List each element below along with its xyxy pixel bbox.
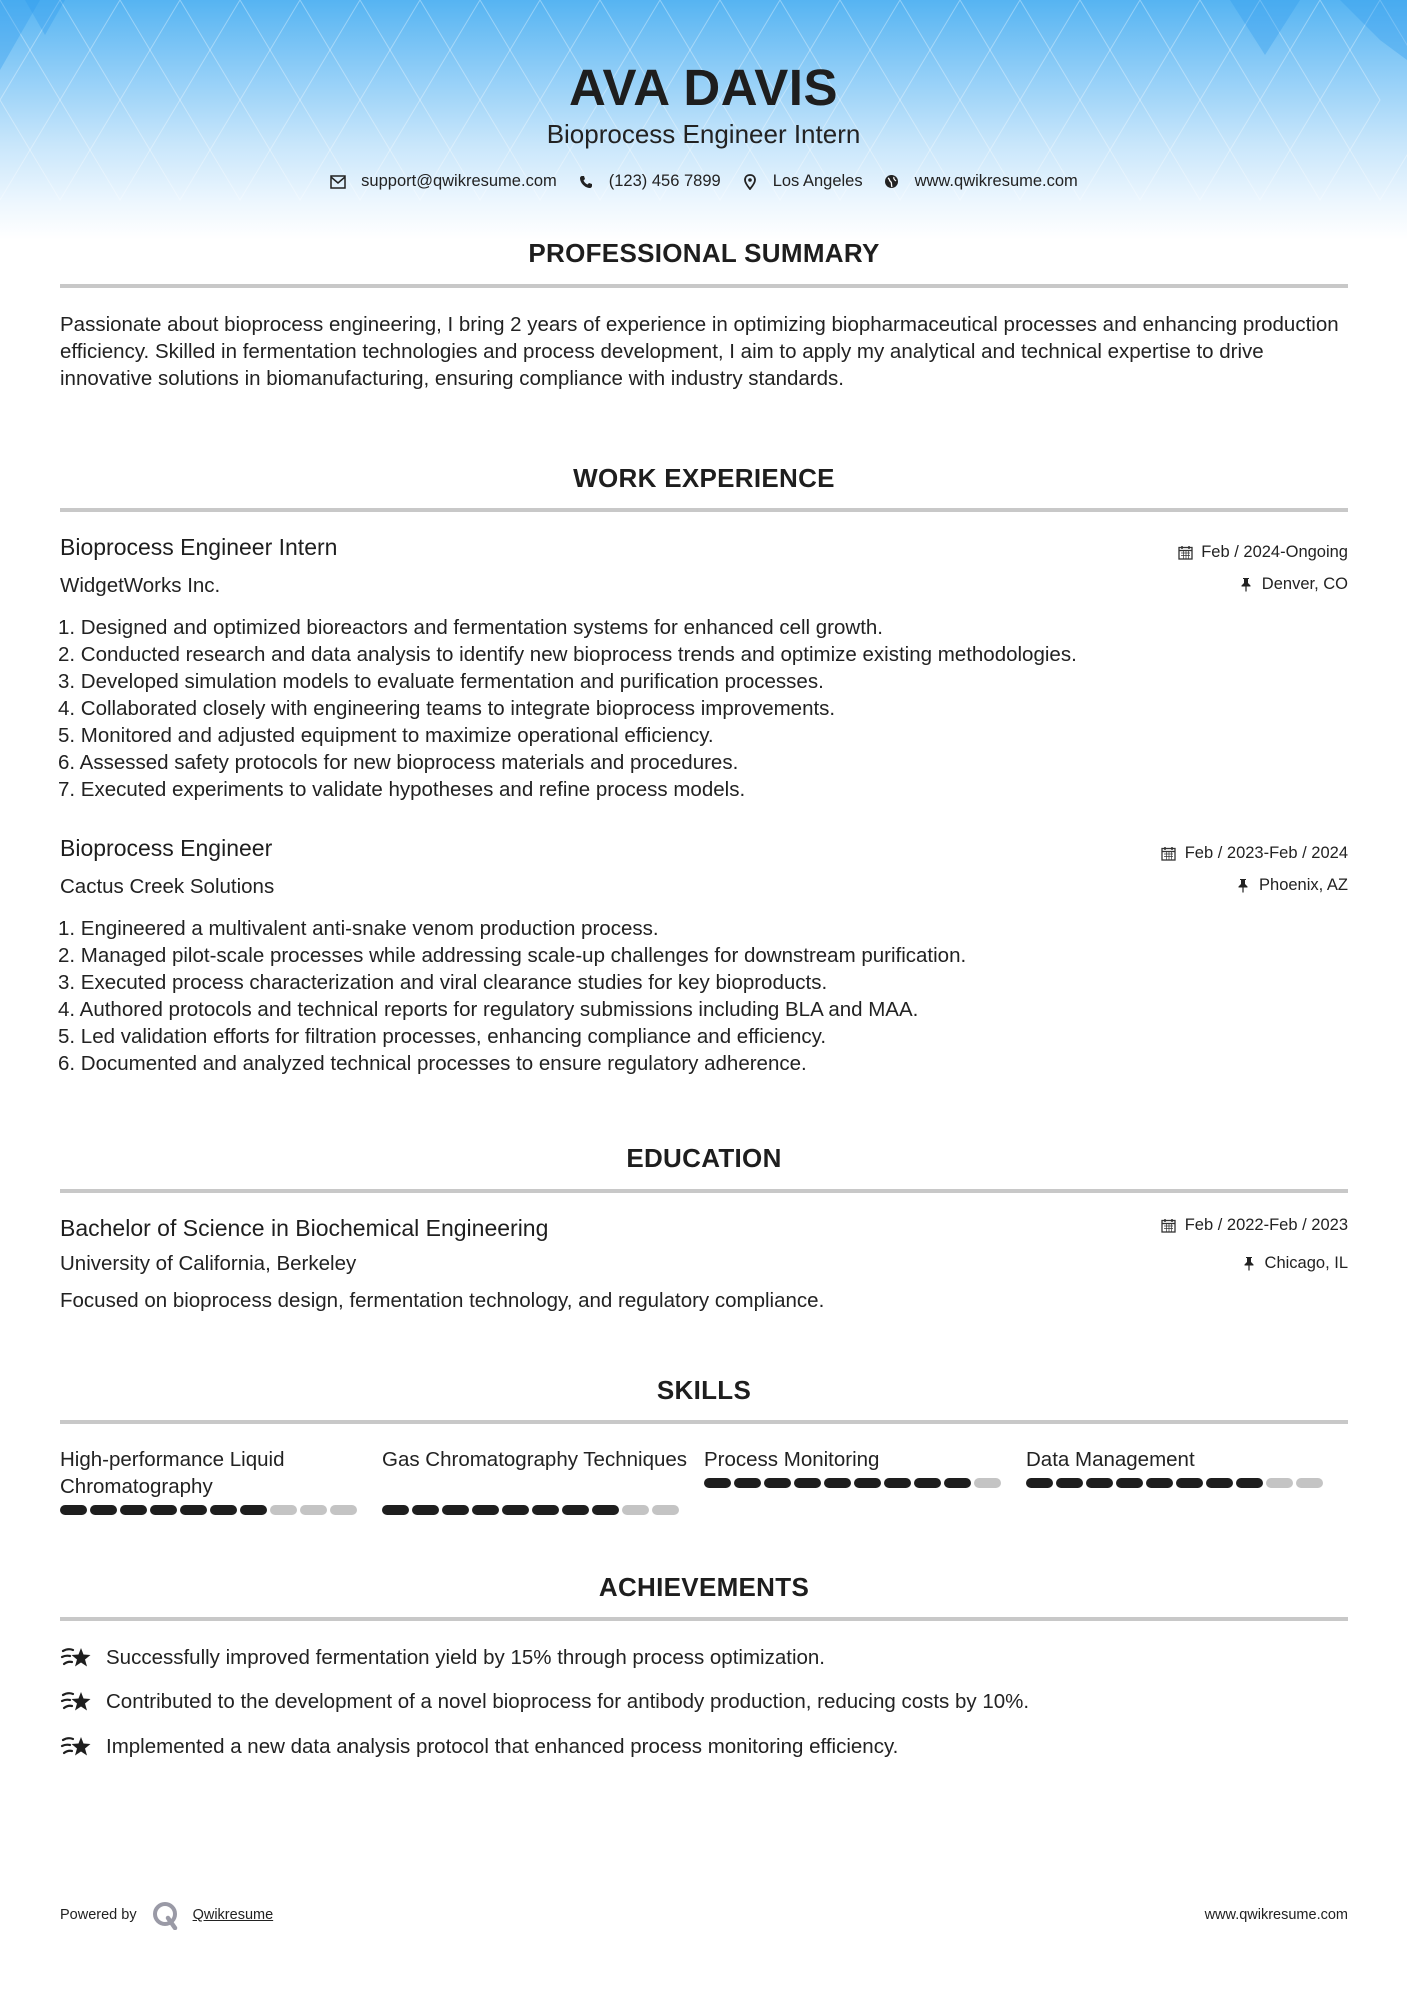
skill-segment-filled <box>120 1505 147 1515</box>
job-company: WidgetWorks Inc. <box>60 574 221 597</box>
skill-segment-empty <box>300 1505 327 1515</box>
job-dates-text: Feb / 2024-Ongoing <box>1201 543 1348 561</box>
list-item: 1. Engineered a multivalent anti-snake venom production process. <box>58 917 659 940</box>
skill-item <box>704 1446 1026 1515</box>
list-item: 5. Monitored and adjusted equipment to maximize operational efficiency. <box>58 724 714 747</box>
job-location <box>1235 876 1348 895</box>
skill-segment-filled <box>472 1505 499 1515</box>
job-location-text: Phoenix, AZ <box>1259 876 1348 894</box>
skill-segment-filled <box>90 1505 117 1515</box>
education-description: Focused on bioprocess design, fermentation technology, and regulatory compliance. <box>60 1289 825 1312</box>
skill-segment-filled <box>884 1478 911 1488</box>
skill-segment-filled <box>914 1478 941 1488</box>
skill-name: Data Management <box>1026 1448 1195 1471</box>
section-divider <box>60 284 1348 288</box>
section-heading-achievements: ACHIEVEMENTS <box>598 1572 810 1602</box>
list-item: 6. Documented and analyzed technical processes to ensure regulatory adherence. <box>58 1052 807 1075</box>
education-location <box>1241 1254 1348 1273</box>
skill-segment-filled <box>704 1478 731 1488</box>
job-location-text: Denver, CO <box>1261 575 1348 593</box>
list-item: 4. Collaborated closely with engineering teams to integrate bioprocess improvements. <box>58 697 836 720</box>
skill-segment-empty <box>1296 1478 1323 1488</box>
contact-bar <box>0 172 1407 191</box>
job-title: Bioprocess Engineer Intern <box>60 534 338 560</box>
job-bullet-list <box>58 915 1348 1077</box>
shooting-star-icon <box>60 1733 94 1761</box>
section-heading-skills: SKILLS <box>656 1375 752 1405</box>
skill-name: Gas Chromatography Techniques <box>382 1448 688 1471</box>
envelope-icon <box>329 173 347 191</box>
skill-segment-filled <box>854 1478 881 1488</box>
achievement-item <box>60 1733 898 1761</box>
candidate-title: Bioprocess Engineer Intern <box>546 119 861 149</box>
skill-segment-filled <box>382 1505 409 1515</box>
skill-segment-filled <box>442 1505 469 1515</box>
skill-level-bar <box>60 1505 382 1515</box>
section-heading-experience: WORK EXPERIENCE <box>573 463 835 493</box>
list-item: 2. Managed pilot-scale processes while addressing scale-up challenges for downstream purification. <box>58 944 967 967</box>
skill-level-bar <box>1026 1478 1348 1488</box>
job-company: Cactus Creek Solutions <box>60 875 275 898</box>
section-heading-summary: PROFESSIONAL SUMMARY <box>528 238 880 268</box>
pushpin-icon <box>1235 878 1251 894</box>
skill-segment-filled <box>210 1505 237 1515</box>
skill-segment-empty <box>974 1478 1001 1488</box>
map-pin-icon <box>741 173 759 191</box>
shooting-star-icon <box>60 1688 94 1716</box>
skill-segment-filled <box>944 1478 971 1488</box>
section-divider <box>60 1189 1348 1193</box>
skill-level-bar <box>382 1505 704 1515</box>
pushpin-icon <box>1241 1256 1257 1272</box>
contact-phone[interactable]: (123) 456 7899 <box>608 172 721 190</box>
skill-segment-filled <box>1236 1478 1263 1488</box>
skill-segment-filled <box>562 1505 589 1515</box>
calendar-icon <box>1161 846 1177 862</box>
skill-segment-filled <box>180 1505 207 1515</box>
skill-name: High-performance Liquid Chromatography <box>60 1448 285 1498</box>
achievement-item <box>60 1688 1029 1716</box>
skill-segment-filled <box>592 1505 619 1515</box>
list-item: 5. Led validation efforts for filtration processes, enhancing compliance and efficiency. <box>58 1025 827 1048</box>
shooting-star-icon <box>60 1644 94 1672</box>
skill-segment-filled <box>412 1505 439 1515</box>
job-dates-text: Feb / 2023-Feb / 2024 <box>1184 844 1348 862</box>
skill-segment-filled <box>532 1505 559 1515</box>
skill-segment-filled <box>1086 1478 1113 1488</box>
footer-powered-by <box>60 1900 273 1930</box>
job-title: Bioprocess Engineer <box>60 835 273 861</box>
list-item: 7. Executed experiments to validate hypotheses and refine process models. <box>58 778 746 801</box>
job-bullet-list <box>58 614 1348 803</box>
skill-segment-filled <box>1026 1478 1053 1488</box>
list-item: 3. Executed process characterization and viral clearance studies for key bioproducts. <box>58 971 828 994</box>
pushpin-icon <box>1238 577 1254 593</box>
achievement-text: Contributed to the development of a novel bioprocess for antibody production, reducing costs by 10%. <box>106 1690 1030 1713</box>
achievement-text: Successfully improved fermentation yield by 15% through process optimization. <box>106 1646 825 1669</box>
skill-segment-empty <box>1266 1478 1293 1488</box>
skill-segment-filled <box>150 1505 177 1515</box>
education-location-text: Chicago, IL <box>1264 1254 1348 1272</box>
qwikresume-logo-icon <box>151 1900 181 1930</box>
list-item: 3. Developed simulation models to evaluate fermentation and purification processes. <box>58 670 824 693</box>
school-name: University of California, Berkeley <box>60 1252 357 1275</box>
achievement-item <box>60 1644 825 1672</box>
skill-segment-empty <box>270 1505 297 1515</box>
skill-segment-filled <box>734 1478 761 1488</box>
footer-website[interactable]: www.qwikresume.com <box>1204 1907 1348 1923</box>
qwikresume-link[interactable]: Qwikresume <box>192 1907 274 1923</box>
summary-text: Passionate about bioprocess engineering, I bring 2 years of experience in optimizing biopharmaceutical processes and enhancing production efficiency. Skilled in fermentation technologies and process development, I aim to apply my analytical and technical expertise to drive innovative solutions in biomanufacturing, ensuring compliance with industry standards. <box>60 313 1339 390</box>
resume-header <box>0 0 1407 240</box>
job-dates <box>1177 543 1348 562</box>
section-divider <box>60 1420 1348 1424</box>
skill-segment-filled <box>1176 1478 1203 1488</box>
skill-segment-filled <box>1116 1478 1143 1488</box>
skill-segment-empty <box>330 1505 357 1515</box>
section-heading-education: EDUCATION <box>626 1143 782 1173</box>
contact-website[interactable]: www.qwikresume.com <box>914 172 1078 190</box>
section-divider <box>60 508 1348 512</box>
skill-segment-filled <box>240 1505 267 1515</box>
section-divider <box>60 1617 1348 1621</box>
achievement-text: Implemented a new data analysis protocol that enhanced process monitoring efficiency. <box>106 1735 899 1758</box>
powered-by-label: Powered by <box>60 1907 137 1923</box>
calendar-icon <box>1161 1218 1177 1234</box>
skill-item <box>382 1446 704 1515</box>
skill-level-bar <box>704 1478 1026 1488</box>
list-item: 1. Designed and optimized bioreactors and fermentation systems for enhanced cell growth. <box>58 616 884 639</box>
education-dates-text: Feb / 2022-Feb / 2023 <box>1184 1216 1348 1234</box>
skill-segment-filled <box>764 1478 791 1488</box>
calendar-icon <box>1177 545 1193 561</box>
skill-segment-filled <box>794 1478 821 1488</box>
list-item: 4. Authored protocols and technical reports for regulatory submissions including BLA and MAA. <box>58 998 919 1021</box>
list-item: 2. Conducted research and data analysis to identify new bioprocess trends and optimize existing methodologies. <box>58 643 1077 666</box>
education-dates <box>1161 1216 1348 1235</box>
degree-title: Bachelor of Science in Biochemical Engineering <box>60 1215 549 1241</box>
contact-email[interactable]: support@qwikresume.com <box>361 172 557 190</box>
contact-location: Los Angeles <box>772 172 863 190</box>
skill-segment-filled <box>824 1478 851 1488</box>
job-dates <box>1161 844 1348 863</box>
skill-name: Process Monitoring <box>704 1448 880 1471</box>
skill-segment-empty <box>622 1505 649 1515</box>
skill-segment-filled <box>1056 1478 1083 1488</box>
skill-segment-filled <box>502 1505 529 1515</box>
phone-icon <box>577 173 595 191</box>
skill-item <box>60 1446 382 1515</box>
globe-icon <box>883 173 901 191</box>
skill-segment-filled <box>1206 1478 1233 1488</box>
skill-segment-empty <box>652 1505 679 1515</box>
skills-grid <box>60 1446 1348 1515</box>
skill-segment-filled <box>60 1505 87 1515</box>
skill-item <box>1026 1446 1348 1515</box>
skill-segment-filled <box>1146 1478 1173 1488</box>
candidate-name: AVA DAVIS <box>569 59 838 116</box>
list-item: 6. Assessed safety protocols for new bioprocess materials and procedures. <box>58 751 739 774</box>
job-location <box>1238 575 1348 594</box>
